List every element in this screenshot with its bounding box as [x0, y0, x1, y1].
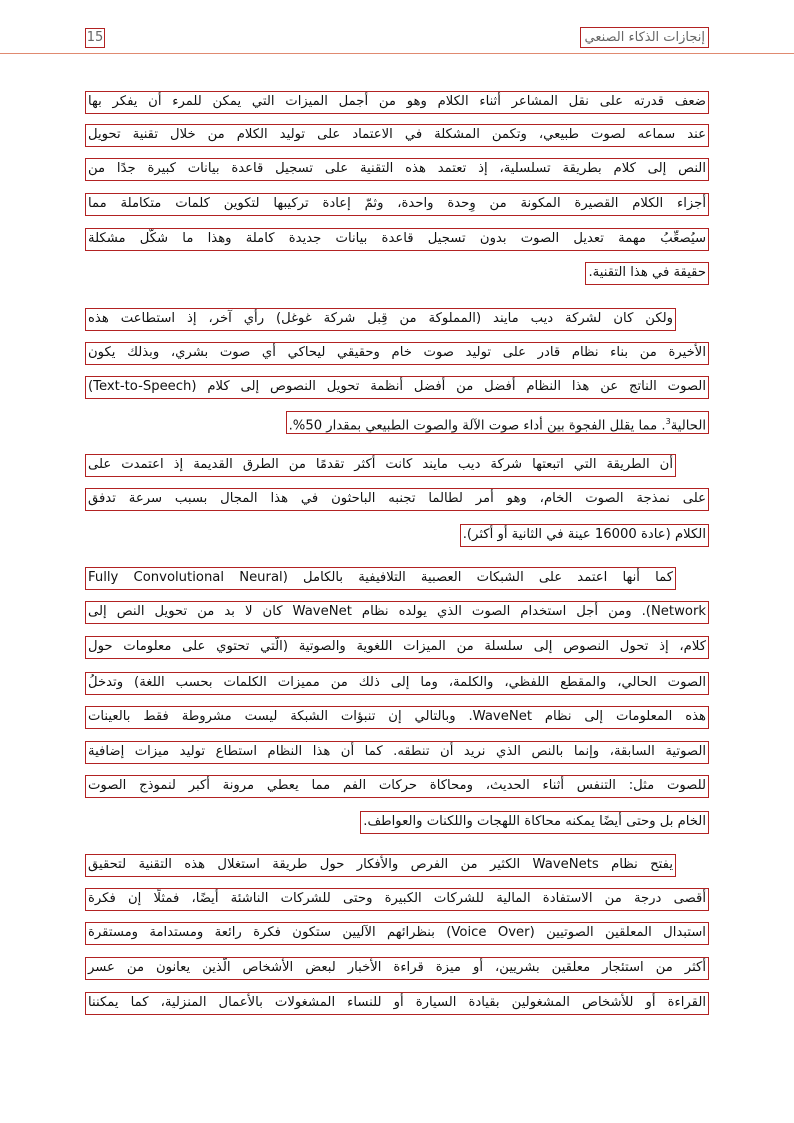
text-line: الكلام (عادة 16000 عينة في الثانية أو أكثر). [460, 524, 709, 547]
text-line: أجزاء الكلام القصيرة المكونة من وِحدة واحدة، وثمّ إعادة تركيبها لتكوين كلمات متكاملة مما [85, 193, 709, 216]
text-line: أن الطريقة التي اتبعتها شركة ديب مايند كانت أكثر تقدمًا من الطرق القديمة إذ اعتمدت على [85, 454, 676, 477]
text-line: النص إلى كلام بطريقة تسلسلية، إذ تعتمد هذه التقنية على تسجيل قاعدة بيانات كبيرة جدًا من [85, 158, 709, 181]
text-line: عند سماعه لصوت طبيعي، وتكمن المشكلة في الاعتماد على توليد الكلام من خلال تقنية تحويل [85, 124, 709, 147]
text-fragment: الحالية [670, 418, 706, 434]
text-line: هذه المعلومات إلى نظام WaveNet. وبالتالي إن تنبؤات الشبكة ليست مشروطة فقط بالعينات [85, 706, 709, 729]
text-line: Network). ومن أجل استخدام الصوت الذي يولده نظام WaveNet كان لا بد من تحويل النص إلى [85, 601, 709, 624]
footnote-marker[interactable]: 3 [665, 417, 671, 426]
text-line: الأخيرة من بناء نظام قادر على توليد صوت خام وحقيقي ليحاكي أي صوت بشري، وبذلك يكون [85, 342, 709, 365]
text-line: الصوت الناتج عن هذا النظام أفضل من أفضل أنظمة تحويل النصوص إلى كلام (Text-to-Speech) [85, 376, 709, 399]
text-fragment: . مما يقلل الفجوة بين أداء صوت الآلة والصوت الطبيعي بمقدار 50%. [288, 418, 666, 434]
text-line: الصوت الحالي، والمقطع اللفظي، والكلمة، وما إلى ذلك من مميزات الكلمات بحسب اللغة) وتدخلُ [85, 672, 709, 695]
text-line: على نمذجة الصوت الخام، وهو أمر لطالما تجنبه الباحثون في هذا المجال بسبب سرعة تدفق [85, 488, 709, 511]
text-line: أكثر من استئجار معلقين بشريين، أو ميزة قراءة الأخبار لبعض الأشخاص الّذين يعانون من عسر [85, 957, 709, 980]
text-line: الصوتية السابقة، وإنما بالنص الذي نريد أن تنطقه. كما أن هذا النظام استطاع توليد ميزات إضافية [85, 741, 709, 764]
text-line: أقصى درجة من الاستفادة المالية للشركات الكبيرة وحتى للشركات الناشئة أيضًا، فمثلًا إن فكرة [85, 888, 709, 911]
header-divider [0, 53, 794, 54]
text-line: القراءة أو للأشخاص المشغولين بقيادة السيارة أو للنساء المشغولات بالأعمال المنزلية، كما يمكننا [85, 992, 709, 1015]
text-line: الخام بل وحتى أيضًا يمكنه محاكاة اللهجات واللكنات والعواطف. [360, 811, 709, 834]
text-line [286, 411, 709, 434]
text-line: كلام، إذ تحول النصوص إلى سلسلة من الميزات اللغوية والصوتية (الّتي تحتوي على معلومات حول [85, 636, 709, 659]
text-line: للصوت مثل: التنفس أثناء الحديث، ومحاكاة حركات الفم مما يعطي مرونة أكبر لنموذج الصوت [85, 775, 709, 798]
text-line: ضعف قدرته على نقل المشاعر أثناء الكلام وهو من أجمل الميزات التي يمكن للمرء أن يفكر بها [85, 91, 709, 114]
page-number: 15 [85, 28, 105, 48]
text-line: استبدال المعلقين الصوتيين (Voice Over) بنظرائهم الآليين ستكون فكرة رائعة ومستدامة ومستقرة [85, 922, 709, 945]
text-line: يفتح نظام WaveNets الكثير من الفرص والأفكار حول طريقة استغلال هذه التقنية لتحقيق [85, 854, 676, 877]
text-line: حقيقة في هذا التقنية. [585, 262, 709, 285]
text-line: ولكن كان لشركة ديب مايند (المملوكة من قِبل شركة غوغل) رأي آخر، إذ استطاعت هذه [85, 308, 676, 331]
text-line: سيُصعِّبُ مهمة تعديل الصوت بدون تسجيل قاعدة بيانات جديدة كاملة وهذا ما شكّل مشكلة [85, 228, 709, 251]
text-line: كما أنها اعتمد على الشبكات العصبية التلافيفية بالكامل (Fully Convolutional Neural [85, 567, 676, 590]
running-header-title: إنجازات الذكاء الصنعي [580, 27, 709, 48]
